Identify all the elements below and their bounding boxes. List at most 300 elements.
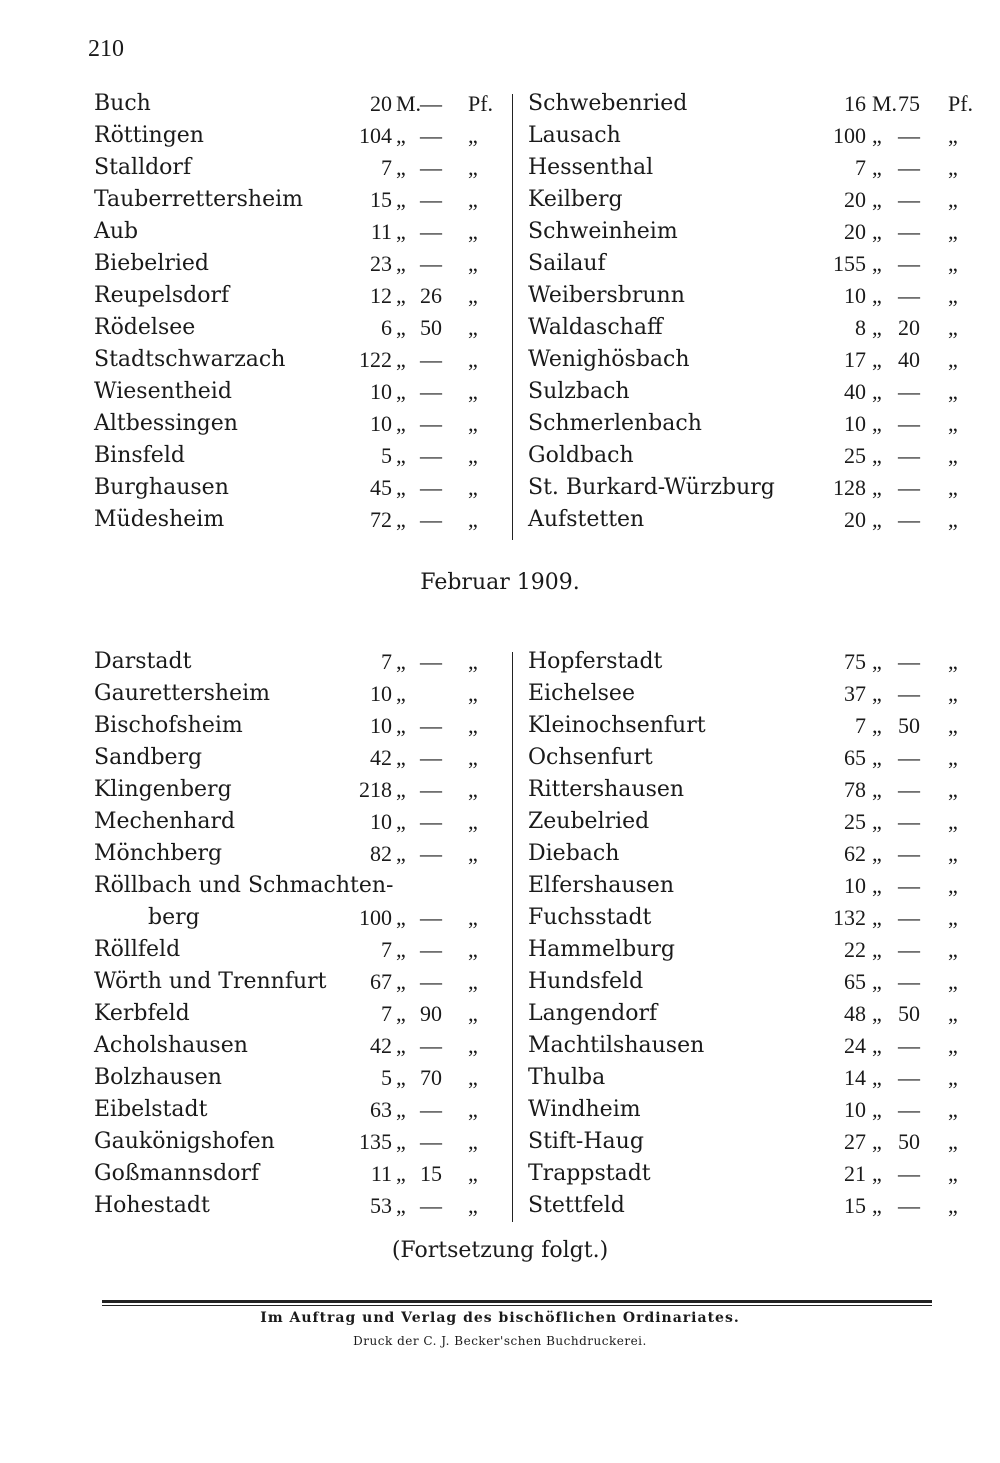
unit-marks: „ <box>872 873 882 898</box>
pfennig-value: — <box>898 905 920 930</box>
unit-pfennig: „ <box>948 841 958 866</box>
list-row <box>88 678 508 710</box>
pfennig-value: 40 <box>898 347 920 372</box>
place-name: berg <box>148 905 200 930</box>
list-row <box>88 966 508 998</box>
place-name: Binsfeld <box>94 443 185 468</box>
unit-pfennig: „ <box>468 443 478 468</box>
unit-marks: „ <box>396 1065 406 1090</box>
list-row <box>524 646 958 678</box>
amount-marks: 135 <box>359 1129 392 1154</box>
amount-marks: 45 <box>370 475 392 500</box>
amount-marks: 20 <box>844 507 866 532</box>
amount-marks: 100 <box>359 905 392 930</box>
amount-marks: 155 <box>833 251 866 276</box>
unit-marks: „ <box>872 315 882 340</box>
pfennig-value: — <box>898 283 920 308</box>
pfennig-value: 26 <box>420 283 442 308</box>
amount-marks: 7 <box>855 155 866 180</box>
unit-marks: „ <box>396 937 406 962</box>
unit-marks: „ <box>396 681 406 706</box>
pfennig-value: — <box>420 937 442 962</box>
amount-marks: 78 <box>844 777 866 802</box>
amount-marks: 42 <box>370 1033 392 1058</box>
pfennig-value: — <box>898 411 920 436</box>
list-row <box>88 408 508 440</box>
list-row <box>88 838 508 870</box>
amount-marks: 10 <box>370 713 392 738</box>
pfennig-value: — <box>420 91 442 116</box>
amount-marks: 48 <box>844 1001 866 1026</box>
list-row <box>88 1158 508 1190</box>
unit-marks: „ <box>872 219 882 244</box>
pfennig-value: — <box>420 841 442 866</box>
place-name: Sailauf <box>528 251 606 276</box>
unit-pfennig: „ <box>948 155 958 180</box>
unit-pfennig: „ <box>948 873 958 898</box>
unit-marks: „ <box>396 777 406 802</box>
place-name: Weibersbrunn <box>528 283 685 308</box>
unit-pfennig: „ <box>948 251 958 276</box>
pfennig-value: — <box>898 745 920 770</box>
unit-pfennig: „ <box>468 283 478 308</box>
place-name: Keilberg <box>528 187 623 212</box>
place-name: Röttingen <box>94 123 204 148</box>
pfennig-value: — <box>420 379 442 404</box>
unit-pfennig: „ <box>468 841 478 866</box>
list-row <box>88 774 508 806</box>
amount-marks: 25 <box>844 443 866 468</box>
footer-rule <box>102 1300 932 1303</box>
list-row <box>524 678 958 710</box>
pfennig-value: — <box>898 379 920 404</box>
unit-marks: „ <box>396 809 406 834</box>
pfennig-value: — <box>898 969 920 994</box>
unit-marks: „ <box>396 713 406 738</box>
place-name: Lausach <box>528 123 621 148</box>
amount-marks: 75 <box>844 649 866 674</box>
unit-pfennig: „ <box>468 1001 478 1026</box>
list-row <box>524 742 958 774</box>
unit-marks: „ <box>872 777 882 802</box>
unit-marks: „ <box>872 155 882 180</box>
place-name: Sulzbach <box>528 379 630 404</box>
list-row <box>524 902 958 934</box>
unit-marks: „ <box>396 219 406 244</box>
amount-marks: 15 <box>844 1193 866 1218</box>
unit-marks: „ <box>872 1193 882 1218</box>
place-name: Eibelstadt <box>94 1097 208 1122</box>
amount-marks: 37 <box>844 681 866 706</box>
amount-marks: 82 <box>370 841 392 866</box>
unit-marks: „ <box>872 681 882 706</box>
unit-marks: „ <box>872 411 882 436</box>
unit-pfennig: „ <box>948 411 958 436</box>
place-name: St. Burkard-Würzburg <box>528 475 775 500</box>
list-row <box>88 184 508 216</box>
unit-marks: „ <box>396 475 406 500</box>
pfennig-value: — <box>898 1193 920 1218</box>
amount-marks: 10 <box>844 1097 866 1122</box>
place-name: Bischofsheim <box>94 713 243 738</box>
place-name: Schweinheim <box>528 219 678 244</box>
list-row <box>524 376 958 408</box>
unit-pfennig: Pf. <box>948 91 974 116</box>
place-name: Schwebenried <box>528 91 688 116</box>
unit-pfennig: „ <box>468 681 478 706</box>
unit-pfennig: „ <box>948 283 958 308</box>
unit-marks: „ <box>872 123 882 148</box>
pfennig-value: — <box>898 1097 920 1122</box>
unit-marks: „ <box>396 1129 406 1154</box>
unit-marks: „ <box>872 1065 882 1090</box>
pfennig-value: 90 <box>420 1001 442 1026</box>
unit-marks: „ <box>396 1193 406 1218</box>
unit-marks: „ <box>872 649 882 674</box>
list-row <box>88 152 508 184</box>
unit-marks: „ <box>872 1001 882 1026</box>
list-row <box>524 1030 958 1062</box>
left-column <box>88 88 508 536</box>
list-row <box>524 1126 958 1158</box>
unit-pfennig: „ <box>948 905 958 930</box>
place-name: Aub <box>94 219 139 244</box>
list-row <box>88 902 508 934</box>
unit-pfennig: „ <box>948 1193 958 1218</box>
list-row <box>524 966 958 998</box>
amount-marks: 40 <box>844 379 866 404</box>
list-row <box>524 998 958 1030</box>
unit-pfennig: „ <box>948 475 958 500</box>
list-row <box>88 1094 508 1126</box>
list-row <box>524 934 958 966</box>
amount-marks: 65 <box>844 969 866 994</box>
unit-pfennig: „ <box>468 1065 478 1090</box>
unit-pfennig: „ <box>948 123 958 148</box>
unit-pfennig: „ <box>468 937 478 962</box>
unit-pfennig: „ <box>948 347 958 372</box>
amount-marks: 15 <box>370 187 392 212</box>
left-column <box>88 646 508 1222</box>
pfennig-value: — <box>898 123 920 148</box>
place-name: Stadtschwarzach <box>94 347 286 372</box>
place-name: Sandberg <box>94 745 203 770</box>
unit-marks: „ <box>396 315 406 340</box>
unit-pfennig: „ <box>468 713 478 738</box>
place-name: Mönchberg <box>94 841 223 866</box>
unit-marks: „ <box>396 155 406 180</box>
unit-pfennig: „ <box>468 969 478 994</box>
unit-marks: „ <box>872 443 882 468</box>
place-name: Klingenberg <box>94 777 232 802</box>
unit-marks: „ <box>872 1129 882 1154</box>
list-row <box>88 1190 508 1222</box>
unit-pfennig: „ <box>468 251 478 276</box>
place-name: Kerbfeld <box>94 1001 190 1026</box>
unit-pfennig: „ <box>948 713 958 738</box>
place-name: Altbessingen <box>94 411 238 436</box>
unit-pfennig: „ <box>468 905 478 930</box>
amount-marks: 7 <box>381 649 392 674</box>
unit-pfennig: „ <box>948 1065 958 1090</box>
unit-marks: „ <box>396 347 406 372</box>
unit-marks: „ <box>396 1097 406 1122</box>
list-row <box>88 504 508 536</box>
amount-marks: 22 <box>844 937 866 962</box>
unit-pfennig: Pf. <box>468 91 494 116</box>
unit-marks: „ <box>872 283 882 308</box>
unit-pfennig: „ <box>948 1033 958 1058</box>
unit-pfennig: „ <box>468 1161 478 1186</box>
list-row <box>524 248 958 280</box>
place-name: Elfershausen <box>528 873 674 898</box>
unit-marks: „ <box>396 507 406 532</box>
unit-pfennig: „ <box>948 187 958 212</box>
pfennig-value: — <box>898 443 920 468</box>
place-name: Zeubelried <box>528 809 650 834</box>
unit-pfennig: „ <box>948 219 958 244</box>
place-name: Machtilshausen <box>528 1033 705 1058</box>
pfennig-value: — <box>420 745 442 770</box>
unit-pfennig: „ <box>948 1161 958 1186</box>
pfennig-value: — <box>420 411 442 436</box>
place-name: Röllfeld <box>94 937 181 962</box>
unit-marks: „ <box>396 123 406 148</box>
place-name: Goßmannsdorf <box>94 1161 260 1186</box>
pfennig-value: — <box>420 1129 442 1154</box>
pfennig-value: — <box>898 649 920 674</box>
amount-marks: 11 <box>370 219 392 244</box>
unit-marks: „ <box>396 1161 406 1186</box>
unit-marks: „ <box>872 379 882 404</box>
amount-marks: 128 <box>833 475 866 500</box>
list-row <box>524 710 958 742</box>
unit-pfennig: „ <box>948 507 958 532</box>
place-name: Fuchsstadt <box>528 905 652 930</box>
list-row <box>88 710 508 742</box>
unit-pfennig: „ <box>468 1193 478 1218</box>
amount-marks: 5 <box>381 443 392 468</box>
amount-marks: 20 <box>844 187 866 212</box>
place-name: Schmerlenbach <box>528 411 702 436</box>
pfennig-value: — <box>898 681 920 706</box>
list-row <box>88 88 508 120</box>
place-name: Wörth und Trennfurt <box>94 969 327 994</box>
unit-pfennig: „ <box>468 649 478 674</box>
unit-pfennig: „ <box>468 219 478 244</box>
place-name: Darstadt <box>94 649 192 674</box>
place-name: Aufstetten <box>528 507 645 532</box>
unit-marks: „ <box>396 411 406 436</box>
unit-marks: „ <box>396 905 406 930</box>
unit-marks: „ <box>872 475 882 500</box>
right-column <box>524 646 958 1222</box>
list-row <box>88 376 508 408</box>
unit-pfennig: „ <box>468 745 478 770</box>
list-row <box>524 806 958 838</box>
unit-pfennig: „ <box>468 1097 478 1122</box>
list-row <box>524 88 974 120</box>
pfennig-value: — <box>898 1033 920 1058</box>
amount-marks: 21 <box>844 1161 866 1186</box>
place-name: Bolzhausen <box>94 1065 222 1090</box>
column-divider <box>512 94 513 540</box>
list-row <box>88 1126 508 1158</box>
place-name: Hopferstadt <box>528 649 663 674</box>
unit-pfennig: „ <box>948 681 958 706</box>
list-row <box>88 934 508 966</box>
amount-marks: 25 <box>844 809 866 834</box>
unit-marks: „ <box>396 1033 406 1058</box>
place-name: Hessenthal <box>528 155 654 180</box>
column-divider <box>512 652 513 1222</box>
place-name: Gaurettersheim <box>94 681 270 706</box>
pfennig-value: — <box>420 187 442 212</box>
pfennig-value: — <box>898 937 920 962</box>
pfennig-value: — <box>898 155 920 180</box>
place-name: Hundsfeld <box>528 969 644 994</box>
pfennig-value: — <box>898 809 920 834</box>
unit-marks: M. <box>396 91 422 116</box>
unit-marks: „ <box>872 507 882 532</box>
place-name: Reupelsdorf <box>94 283 230 308</box>
unit-pfennig: „ <box>948 1129 958 1154</box>
pfennig-value: — <box>420 905 442 930</box>
amount-marks: 122 <box>359 347 392 372</box>
list-row <box>524 1094 958 1126</box>
place-name: Windheim <box>528 1097 641 1122</box>
amount-marks: 100 <box>833 123 866 148</box>
place-name: Acholshausen <box>94 1033 248 1058</box>
unit-pfennig: „ <box>948 315 958 340</box>
amount-marks: 23 <box>370 251 392 276</box>
unit-pfennig: „ <box>468 379 478 404</box>
amount-marks: 132 <box>833 905 866 930</box>
list-row <box>88 248 508 280</box>
unit-marks: „ <box>872 841 882 866</box>
unit-pfennig: „ <box>948 777 958 802</box>
amount-marks: 53 <box>370 1193 392 1218</box>
unit-marks: „ <box>872 1033 882 1058</box>
unit-marks: „ <box>396 283 406 308</box>
pfennig-value: — <box>898 251 920 276</box>
unit-marks: „ <box>872 937 882 962</box>
pfennig-value: — <box>420 809 442 834</box>
place-name: Stettfeld <box>528 1193 625 1218</box>
pfennig-value: — <box>420 123 442 148</box>
unit-pfennig: „ <box>468 123 478 148</box>
unit-marks: „ <box>872 905 882 930</box>
place-name: Stift-Haug <box>528 1129 644 1154</box>
unit-marks: „ <box>872 187 882 212</box>
place-name: Hammelburg <box>528 937 675 962</box>
pfennig-value: — <box>898 1065 920 1090</box>
printer-line: Druck der C. J. Becker'schen Buchdruckerei. <box>353 1334 647 1348</box>
amount-marks: 10 <box>370 379 392 404</box>
unit-pfennig: „ <box>948 1001 958 1026</box>
list-row <box>88 870 508 902</box>
unit-marks: „ <box>396 1001 406 1026</box>
amount-marks: 10 <box>370 809 392 834</box>
unit-pfennig: „ <box>948 969 958 994</box>
pfennig-value: — <box>420 713 442 738</box>
place-name: Röllbach und Schmachten- <box>94 873 394 898</box>
list-row <box>524 440 958 472</box>
amount-marks: 8 <box>855 315 866 340</box>
pfennig-value: 50 <box>420 315 442 340</box>
place-name: Wenighösbach <box>528 347 690 372</box>
list-row <box>88 646 508 678</box>
pfennig-value: — <box>898 475 920 500</box>
pfennig-value: — <box>420 219 442 244</box>
place-name: Hohestadt <box>94 1193 210 1218</box>
list-row <box>524 1190 958 1222</box>
amount-marks: 104 <box>359 123 392 148</box>
list-row <box>88 806 508 838</box>
list-row <box>88 998 508 1030</box>
pfennig-value: — <box>420 443 442 468</box>
amount-marks: 65 <box>844 745 866 770</box>
list-row <box>88 1062 508 1094</box>
pfennig-value: — <box>420 251 442 276</box>
place-name: Trappstadt <box>528 1161 651 1186</box>
amount-marks: 14 <box>844 1065 866 1090</box>
place-name: Langendorf <box>528 1001 658 1026</box>
amount-marks: 7 <box>381 1001 392 1026</box>
unit-pfennig: „ <box>468 809 478 834</box>
list-row <box>524 120 958 152</box>
unit-pfennig: „ <box>468 507 478 532</box>
unit-marks: „ <box>872 251 882 276</box>
page-number: 210 <box>88 36 124 62</box>
unit-marks: „ <box>396 379 406 404</box>
amount-marks: 12 <box>370 283 392 308</box>
list-row <box>524 312 958 344</box>
unit-pfennig: „ <box>468 187 478 212</box>
amount-marks: 7 <box>855 713 866 738</box>
list-row <box>524 870 958 902</box>
pfennig-value: — <box>420 1033 442 1058</box>
amount-marks: 10 <box>370 681 392 706</box>
pfennig-value: — <box>420 155 442 180</box>
place-name: Diebach <box>528 841 620 866</box>
unit-marks: „ <box>872 745 882 770</box>
unit-pfennig: „ <box>948 443 958 468</box>
footer-rule-thin <box>102 1305 932 1306</box>
amount-marks: 11 <box>370 1161 392 1186</box>
place-name: Biebelried <box>94 251 210 276</box>
amount-marks: 5 <box>381 1065 392 1090</box>
place-name: Wiesentheid <box>94 379 232 404</box>
unit-pfennig: „ <box>948 649 958 674</box>
amount-marks: 7 <box>381 155 392 180</box>
amount-marks: 27 <box>844 1129 866 1154</box>
pfennig-value: — <box>420 777 442 802</box>
list-row <box>88 344 508 376</box>
amount-marks: 20 <box>370 91 392 116</box>
list-row <box>524 152 958 184</box>
unit-marks: „ <box>396 251 406 276</box>
list-row <box>524 838 958 870</box>
publisher-imprint: Im Auftrag und Verlag des bischöflichen Ordinariates. <box>260 1310 740 1326</box>
pfennig-value: 50 <box>898 1001 920 1026</box>
pfennig-value: — <box>420 969 442 994</box>
amount-marks: 72 <box>370 507 392 532</box>
list-row <box>88 280 508 312</box>
unit-pfennig: „ <box>468 1129 478 1154</box>
list-row <box>524 408 958 440</box>
unit-marks: „ <box>872 1161 882 1186</box>
